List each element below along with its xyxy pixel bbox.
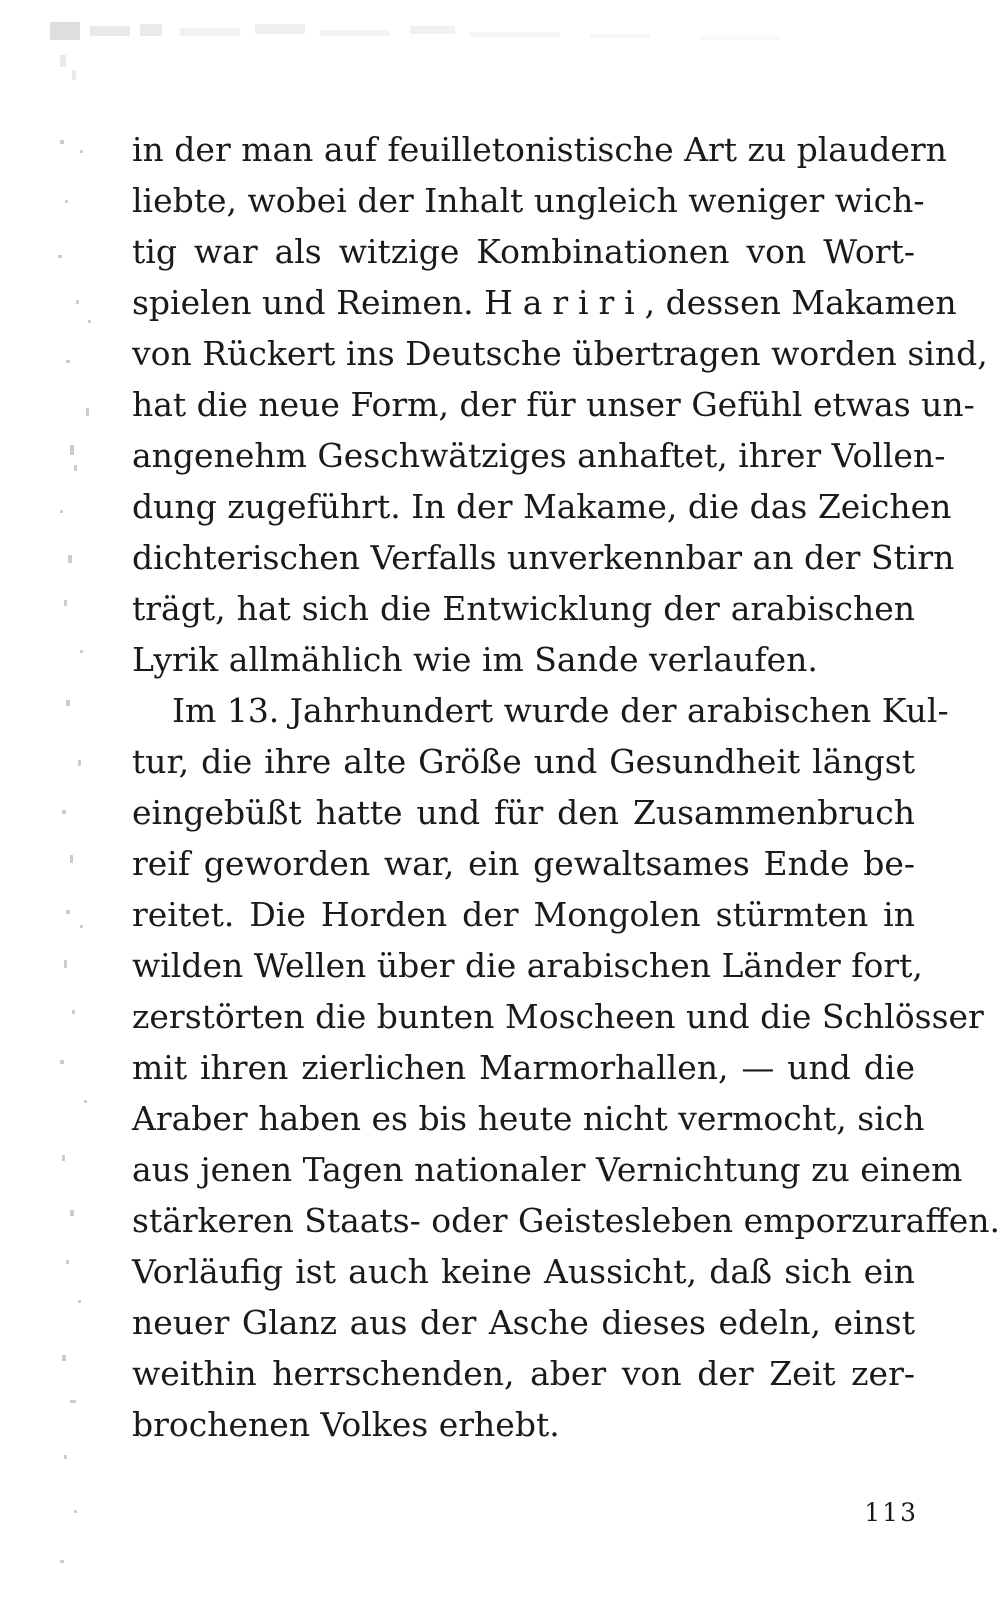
body-text — [132, 124, 1000, 1450]
scan-noise-left-margin — [0, 0, 120, 1615]
text-line-17: wilden Wellen über die arabischen Länder fort, — [132, 946, 923, 985]
text-line-7: angenehm Geschwätziges anhaftet, ihrer Vollen- — [132, 436, 946, 475]
text-line-22: stärkeren Staats- oder Geistesleben emporzuraffen. — [132, 1201, 1000, 1240]
text-line-6: hat die neue Form, der für unser Gefühl etwas un- — [132, 385, 975, 424]
page-number: 113 — [864, 1498, 918, 1527]
text-line-18: zerstörten die bunten Moscheen und die Schlösser — [132, 997, 984, 1036]
text-line-2: liebte, wobei der Inhalt ungleich weniger wich- — [132, 181, 925, 220]
text-line-23: Vorläufig ist auch keine Aussicht, daß sich ein — [132, 1252, 915, 1291]
text-line-21: aus jenen Tagen nationaler Vernichtung zu einem — [132, 1150, 963, 1189]
text-line-8: dung zugeführt. In der Makame, die das Zeichen — [132, 487, 952, 526]
text-line-25: weithin herrschenden, aber von der Zeit zer- — [132, 1354, 915, 1393]
text-line-1: in der man auf feuilletonistische Art zu plaudern — [132, 130, 947, 169]
text-line-5: von Rückert ins Deutsche übertragen worden sind, — [132, 334, 988, 373]
text-line-10: trägt, hat sich die Entwicklung der arabischen — [132, 589, 915, 628]
text-line-14: eingebüßt hatte und für den Zusammenbruch — [132, 793, 915, 832]
text-line-26: brochenen Volkes erhebt. — [132, 1405, 560, 1444]
text-line-4 — [132, 277, 957, 328]
author-name-hariri: Hariri — [484, 283, 645, 322]
text-line-4-end: , dessen Makamen — [644, 283, 957, 322]
text-line-16: reitet. Die Horden der Mongolen stürmten in — [132, 895, 915, 934]
text-line-15: reif geworden war, ein gewaltsames Ende be- — [132, 844, 915, 883]
text-line-24: neuer Glanz aus der Asche dieses edeln, einst — [132, 1303, 915, 1342]
text-line-13: tur, die ihre alte Größe und Gesundheit längst — [132, 742, 915, 781]
text-line-19: mit ihren zierlichen Marmorhallen, — und die — [132, 1048, 915, 1087]
text-line-9: dichterischen Verfalls unverkennbar an der Stirn — [132, 538, 955, 577]
text-line-4-start: spielen und Reimen. — [132, 283, 474, 322]
text-line-20: Araber haben es bis heute nicht vermocht, sich — [132, 1099, 925, 1138]
text-line-11: Lyrik allmählich wie im Sande verlaufen. — [132, 640, 818, 679]
text-line-3: tig war als witzige Kombinationen von Wort- — [132, 232, 915, 271]
scan-noise-top — [0, 0, 1000, 90]
text-line-12: Im 13. Jahrhundert wurde der arabischen Kul- — [172, 691, 949, 730]
